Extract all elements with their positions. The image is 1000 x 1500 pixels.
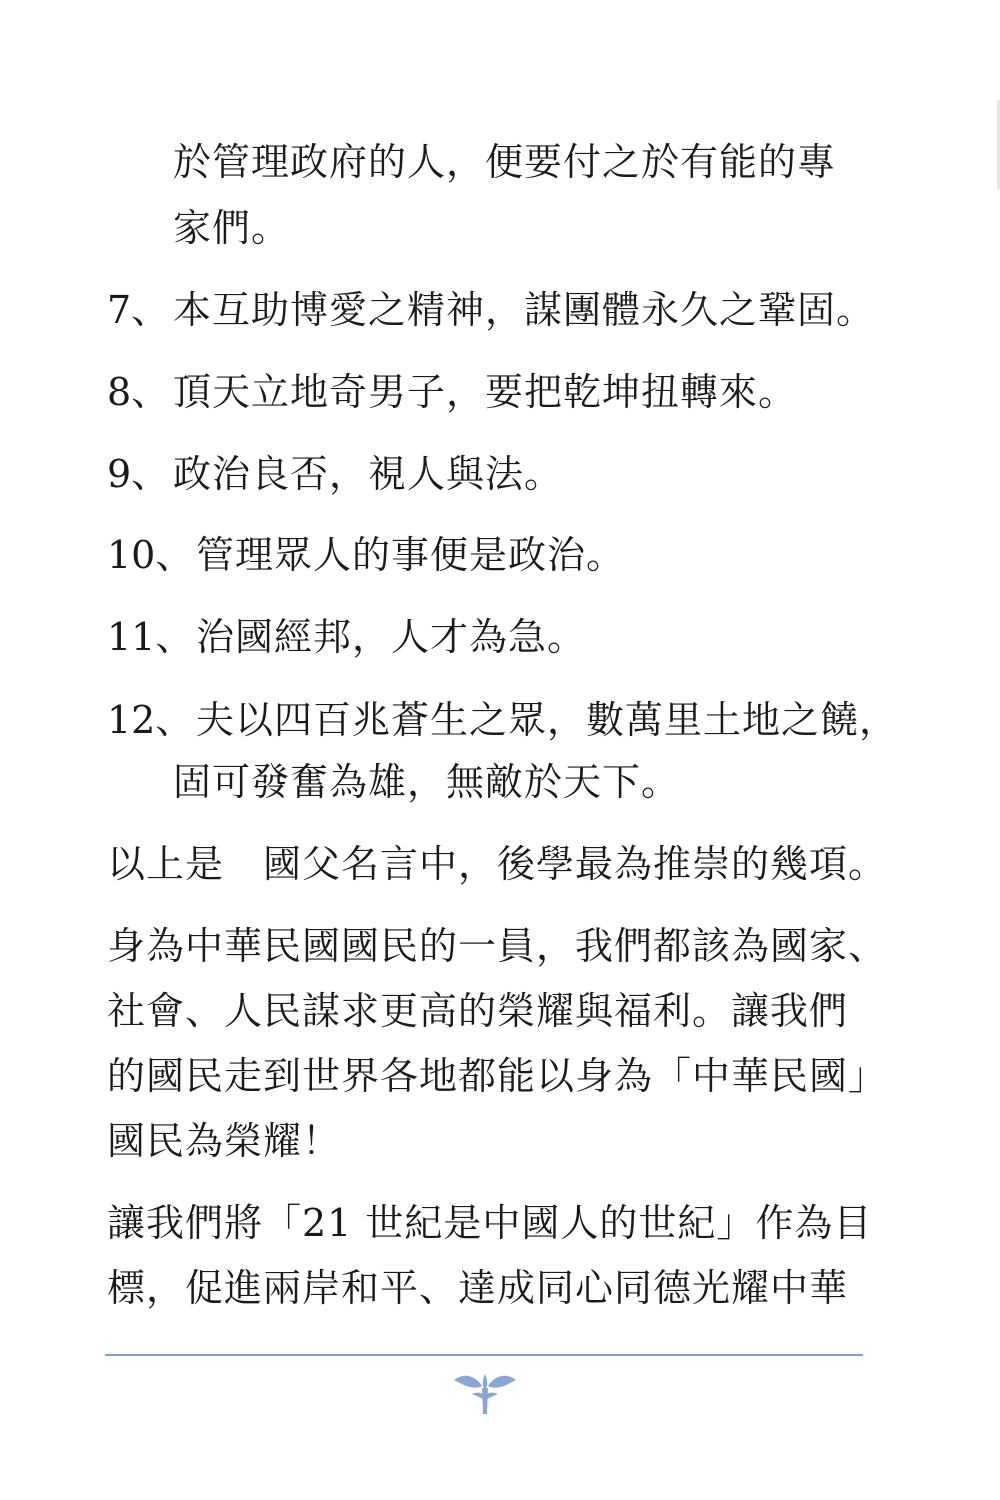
list-item-text: 政治良否，視人與法。 bbox=[173, 452, 564, 496]
continuation-line-1: 於管理政府的人，便要付之於有能的專 bbox=[173, 140, 837, 184]
list-item-text: 夫以四百兆蒼生之眾，數萬里土地之饒， bbox=[196, 698, 899, 742]
list-item-number: 10、 bbox=[107, 533, 194, 577]
list-item-number: 9、 bbox=[107, 452, 170, 496]
paragraph-line: 國民為榮耀！ bbox=[107, 1119, 342, 1163]
fleuron-icon bbox=[452, 1368, 518, 1418]
list-item-number: 7、 bbox=[107, 288, 170, 332]
paragraph-line: 讓我們將「21 世紀是中國人的世紀」作為目 bbox=[107, 1201, 873, 1245]
paragraph-line: 身為中華民國國民的一員，我們都該為國家、 bbox=[107, 924, 888, 968]
paragraph-line: 的國民走到世界各地都能以身為「中華民國」 bbox=[107, 1054, 888, 1098]
paragraph-line: 以上是 國父名言中，後學最為推崇的幾項。 bbox=[107, 842, 888, 886]
list-item-number: 11、 bbox=[107, 615, 194, 659]
list-item-text: 頂天立地奇男子，要把乾坤扭轉來。 bbox=[173, 370, 798, 414]
list-item-text: 治國經邦，人才為急。 bbox=[196, 615, 587, 659]
footer-rule bbox=[105, 1354, 863, 1356]
list-item-text-continued: 固可發奮為雄，無敵於天下。 bbox=[173, 760, 681, 804]
list-item-text: 管理眾人的事便是政治。 bbox=[196, 533, 626, 577]
continuation-line-2: 家們。 bbox=[173, 206, 291, 250]
paragraph-line: 社會、人民謀求更高的榮耀與福利。讓我們 bbox=[107, 989, 849, 1033]
list-item-number: 12、 bbox=[107, 698, 194, 742]
paragraph-line: 標，促進兩岸和平、達成同心同德光耀中華 bbox=[107, 1266, 849, 1310]
list-item-text: 本互助博愛之精神，謀團體永久之鞏固。 bbox=[173, 288, 876, 332]
list-item-number: 8、 bbox=[107, 370, 170, 414]
